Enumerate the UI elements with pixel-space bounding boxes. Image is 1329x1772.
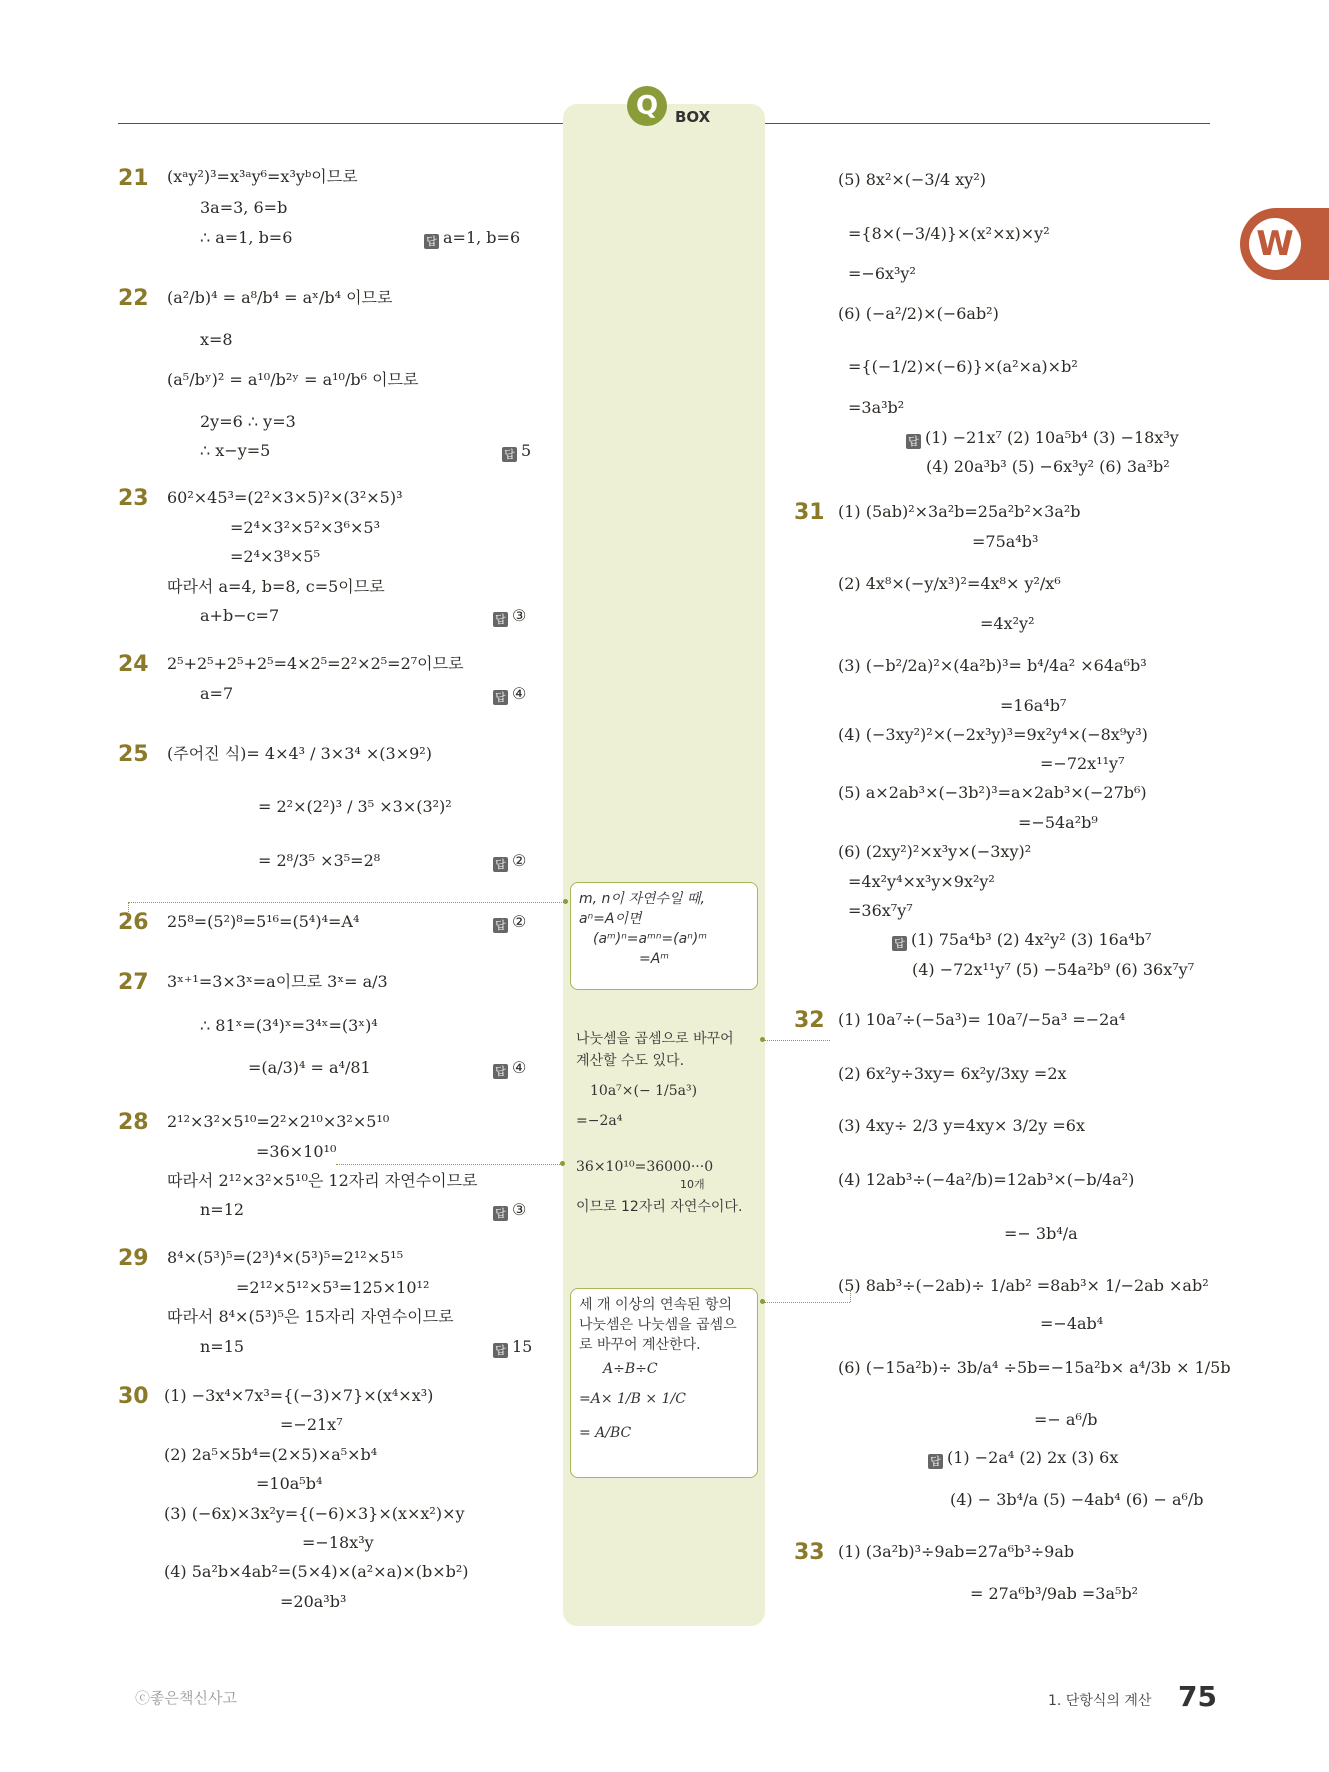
answer-line: (4) −72x¹¹y⁷ (5) −54a²b⁹ (6) 36x⁷y⁷	[912, 960, 1195, 979]
answer: 답 a=1, b=6	[424, 228, 520, 249]
note-line: = A/BC	[579, 1425, 632, 1441]
solution-line: x=8	[200, 330, 233, 349]
problem-number: 21	[118, 166, 149, 191]
note-box-exponent-rule	[570, 882, 758, 990]
note-connector	[128, 902, 129, 916]
note-line: 10a⁷×(− 1/5a³)	[590, 1083, 698, 1099]
solution-line: 3ˣ⁺¹=3×3ˣ=a이므로 3ˣ= a/3	[167, 972, 388, 991]
note-line: 로 바꾸어 계산한다.	[579, 1337, 701, 1353]
note-connector	[764, 1040, 830, 1041]
problem-number: 25	[118, 742, 149, 767]
solution-line: =75a⁴b³	[972, 532, 1039, 551]
answer-icon: 답	[493, 918, 508, 933]
note-connector	[850, 1290, 851, 1302]
note-connector-dot	[760, 1299, 765, 1304]
solution-line: (1) 10a⁷÷(−5a³)= 10a⁷/−5a³ =−2a⁴	[838, 1010, 1126, 1029]
note-line: 계산할 수도 있다.	[576, 1053, 685, 1069]
note-line: 10개	[680, 1178, 705, 1191]
solution-line: =36×10¹⁰	[256, 1142, 337, 1161]
solution-line: = 2²×(2²)³ / 3⁵ ×3×(3²)²	[258, 797, 452, 816]
answer-icon: 답	[493, 857, 508, 872]
solution-line: =−18x³y	[302, 1533, 374, 1552]
chapter-title: 1. 단항식의 계산	[1048, 1693, 1152, 1709]
solution-line: (주어진 식)= 4×4³ / 3×3⁴ ×(3×9²)	[167, 744, 432, 763]
note-connector	[764, 1302, 850, 1303]
answer: 답 ②	[493, 851, 526, 872]
solution-line: (xᵃy²)³=x³ᵃy⁶=x³yᵇ이므로	[167, 167, 358, 186]
note-connector	[128, 902, 566, 903]
solution-line: (1) (5ab)²×3a²b=25a²b²×3a²b	[838, 502, 1081, 521]
solution-line: =4x²y⁴×x³y×9x²y²	[848, 872, 995, 891]
solution-line: 8⁴×(5³)⁵=(2³)⁴×(5³)⁵=2¹²×5¹⁵	[167, 1248, 404, 1267]
note-line: 36×10¹⁰=36000···0	[576, 1159, 714, 1175]
solution-line: =16a⁴b⁷	[1000, 696, 1067, 715]
qbox-logo: Q	[627, 86, 667, 126]
answer: 답 ③	[493, 1200, 526, 1221]
solution-line: (5) a×2ab³×(−3b²)³=a×2ab³×(−27b⁶)	[838, 783, 1147, 802]
solution-line: =−4ab⁴	[1040, 1314, 1104, 1333]
solution-line: ∴ x−y=5	[200, 441, 271, 460]
solution-line: (3) (−b²/2a)²×(4a²b)³= b⁴/4a² ×64a⁶b³	[838, 656, 1147, 675]
note-line: 나눗셈은 나눗셈을 곱셈으	[579, 1317, 737, 1333]
problem-number: 30	[118, 1384, 149, 1409]
note-connector	[336, 1164, 562, 1165]
answer-icon: 답	[493, 1064, 508, 1079]
note-digit-count	[576, 1156, 762, 1218]
answer-icon: 답	[493, 612, 508, 627]
solution-line: (5) 8ab³÷(−2ab)÷ 1/ab² =8ab³× 1/−2ab ×ab²	[838, 1276, 1209, 1295]
solution-line: (3) 4xy÷ 2/3 y=4xy× 3/2y =6x	[838, 1116, 1085, 1135]
problem-number: 28	[118, 1110, 149, 1135]
solution-line: ={(−1/2)×(−6)}×(a²×a)×b²	[848, 357, 1078, 376]
note-line: A÷B÷C	[603, 1361, 658, 1377]
solution-line: =10a⁵b⁴	[256, 1474, 323, 1493]
solution-line: =−6x³y²	[848, 264, 916, 283]
solution-line: ∴ a=1, b=6	[200, 228, 293, 247]
problem-number: 29	[118, 1246, 149, 1271]
solution-line: (5) 8x²×(−3/4 xy²)	[838, 170, 986, 189]
solution-line: (4) 5a²b×4ab²=(5×4)×(a²×a)×(b×b²)	[164, 1562, 469, 1581]
solution-line: a+b−c=7	[200, 606, 280, 625]
answer-icon: 답	[928, 1454, 943, 1469]
solution-line: (6) (−a²/2)×(−6ab²)	[838, 304, 999, 323]
solution-line: (2) 6x²y÷3xy= 6x²y/3xy =2x	[838, 1064, 1067, 1083]
answer-line: (4) − 3b⁴/a (5) −4ab⁴ (6) − a⁶/b	[950, 1490, 1204, 1509]
page-number: 75	[1178, 1680, 1217, 1713]
problem-number: 32	[794, 1008, 825, 1033]
note-line: =Aᵐ	[639, 951, 670, 967]
solution-line: =− 3b⁴/a	[1004, 1224, 1078, 1243]
solution-line: (2) 2a⁵×5b⁴=(2×5)×a⁵×b⁴	[164, 1445, 378, 1464]
solution-line: 2⁵+2⁵+2⁵+2⁵=4×2⁵=2²×2⁵=2⁷이므로	[167, 654, 464, 673]
answer: 답 ③	[493, 606, 526, 627]
solution-line: 60²×45³=(2²×3×5)²×(3²×5)³	[167, 488, 403, 507]
solution-line: 따라서 2¹²×3²×5¹⁰은 12자리 자연수이므로	[167, 1171, 478, 1190]
answer-icon: 답	[493, 1206, 508, 1221]
note-line: =A× 1/B × 1/C	[579, 1391, 686, 1407]
note-division-as-multiplication	[576, 1028, 762, 1132]
solution-line: n=12	[200, 1200, 245, 1219]
solution-line: ∴ 81ˣ=(3⁴)ˣ=3⁴ˣ=(3ˣ)⁴	[200, 1016, 378, 1035]
solution-line: 25⁸=(5²)⁸=5¹⁶=(5⁴)⁴=A⁴	[167, 912, 360, 931]
solution-line: 따라서 8⁴×(5³)⁵은 15자리 자연수이므로	[167, 1307, 454, 1326]
solution-line: 2y=6 ∴ y=3	[200, 412, 296, 431]
solution-line: =−21x⁷	[280, 1415, 343, 1434]
answer-icon: 답	[502, 447, 517, 462]
note-connector-dot	[560, 1161, 565, 1166]
problem-number: 33	[794, 1540, 825, 1565]
solution-line: =−72x¹¹y⁷	[1040, 754, 1125, 773]
solution-line: 2¹²×3²×5¹⁰=2²×2¹⁰×3²×5¹⁰	[167, 1112, 390, 1131]
solution-line: 따라서 a=4, b=8, c=5이므로	[167, 577, 385, 596]
solution-line: (4) 12ab³÷(−4a²/b)=12ab³×(−b/4a²)	[838, 1170, 1135, 1189]
answer: 답 (1) −2a⁴ (2) 2x (3) 6x	[928, 1448, 1118, 1469]
note-line: 이므로 12자리 자연수이다.	[576, 1199, 743, 1215]
answer-line: (4) 20a³b³ (5) −6x³y² (6) 3a³b²	[926, 457, 1170, 476]
solution-line: (a²/b)⁴ = a⁸/b⁴ = aˣ/b⁴ 이므로	[167, 288, 393, 307]
answer: 답 (1) −21x⁷ (2) 10a⁵b⁴ (3) −18x³y	[906, 428, 1179, 449]
solution-line: =2⁴×3⁸×5⁵	[230, 547, 320, 566]
note-line: m, n이 자연수일 때,	[579, 891, 705, 907]
solution-line: (1) (3a²b)³÷9ab=27a⁶b³÷9ab	[838, 1542, 1075, 1561]
answer: 답 ②	[493, 912, 526, 933]
note-box-consecutive-division	[570, 1288, 758, 1478]
solution-line: (4) (−3xy²)²×(−2x³y)³=9x²y⁴×(−8x⁹y³)	[838, 725, 1148, 744]
solution-line: (6) (−15a²b)÷ 3b/a⁴ ÷5b=−15a²b× a⁴/3b × 1/5b	[838, 1358, 1231, 1377]
solution-line: = 2⁸/3⁵ ×3⁵=2⁸	[258, 851, 381, 870]
solution-line: =2⁴×3²×5²×3⁶×5³	[230, 518, 380, 537]
answer-icon: 답	[493, 690, 508, 705]
answer: 답 (1) 75a⁴b³ (2) 4x²y² (3) 16a⁴b⁷	[892, 930, 1151, 951]
answer: 답 ④	[493, 1058, 526, 1079]
solution-line: = 27a⁶b³/9ab =3a⁵b²	[970, 1584, 1139, 1603]
answer-icon: 답	[424, 234, 439, 249]
side-tab-icon: W	[1249, 218, 1301, 270]
solution-line: =4x²y²	[980, 614, 1035, 633]
problem-number: 31	[794, 500, 825, 525]
problem-number: 22	[118, 286, 149, 311]
solution-line: =−54a²b⁹	[1018, 813, 1098, 832]
solution-line: =(a/3)⁴ = a⁴/81	[248, 1058, 371, 1077]
solution-line: =− a⁶/b	[1034, 1410, 1098, 1429]
solution-line: (2) 4x⁸×(−y/x³)²=4x⁸× y²/x⁶	[838, 574, 1061, 593]
problem-number: 27	[118, 970, 149, 995]
note-connector-dot	[563, 899, 568, 904]
answer-icon: 답	[892, 936, 907, 951]
problem-number: 23	[118, 486, 149, 511]
answer: 답 5	[502, 441, 531, 462]
answer: 답 15	[493, 1337, 532, 1358]
solution-line: 3a=3, 6=b	[200, 198, 288, 217]
solution-line: a=7	[200, 684, 234, 703]
problem-number: 24	[118, 652, 149, 677]
solution-line: =3a³b²	[848, 398, 905, 417]
solution-line: (3) (−6x)×3x²y={(−6)×3}×(x×x²)×y	[164, 1504, 465, 1523]
note-line: =−2a⁴	[576, 1113, 623, 1129]
note-line: 나눗셈을 곱셈으로 바꾸어	[576, 1031, 734, 1047]
solution-line: (6) (2xy²)²×x³y×(−3xy)²	[838, 842, 1032, 861]
solution-line: n=15	[200, 1337, 245, 1356]
note-line: aⁿ=A이면	[579, 911, 642, 927]
answer-icon: 답	[493, 1343, 508, 1358]
solution-line: =20a³b³	[280, 1592, 347, 1611]
note-line: 세 개 이상의 연속된 항의	[579, 1297, 733, 1313]
solution-line: (a⁵/bʸ)² = a¹⁰/b²ʸ = a¹⁰/b⁶ 이므로	[167, 370, 419, 389]
answer: 답 ④	[493, 684, 526, 705]
qbox-label: BOX	[675, 108, 711, 126]
solution-line: ={8×(−3/4)}×(x²×x)×y²	[848, 224, 1050, 243]
problem-number: 26	[118, 910, 149, 935]
note-line: (aᵐ)ⁿ=aᵐⁿ=(aⁿ)ᵐ	[593, 931, 707, 947]
publisher-credit: ⓒ좋은책신사고	[135, 1689, 237, 1707]
solution-line: =36x⁷y⁷	[848, 901, 913, 920]
solution-line: (1) −3x⁴×7x³={(−3)×7}×(x⁴×x³)	[164, 1386, 434, 1405]
solution-line: =2¹²×5¹²×5³=125×10¹²	[236, 1278, 430, 1297]
answer-icon: 답	[906, 434, 921, 449]
